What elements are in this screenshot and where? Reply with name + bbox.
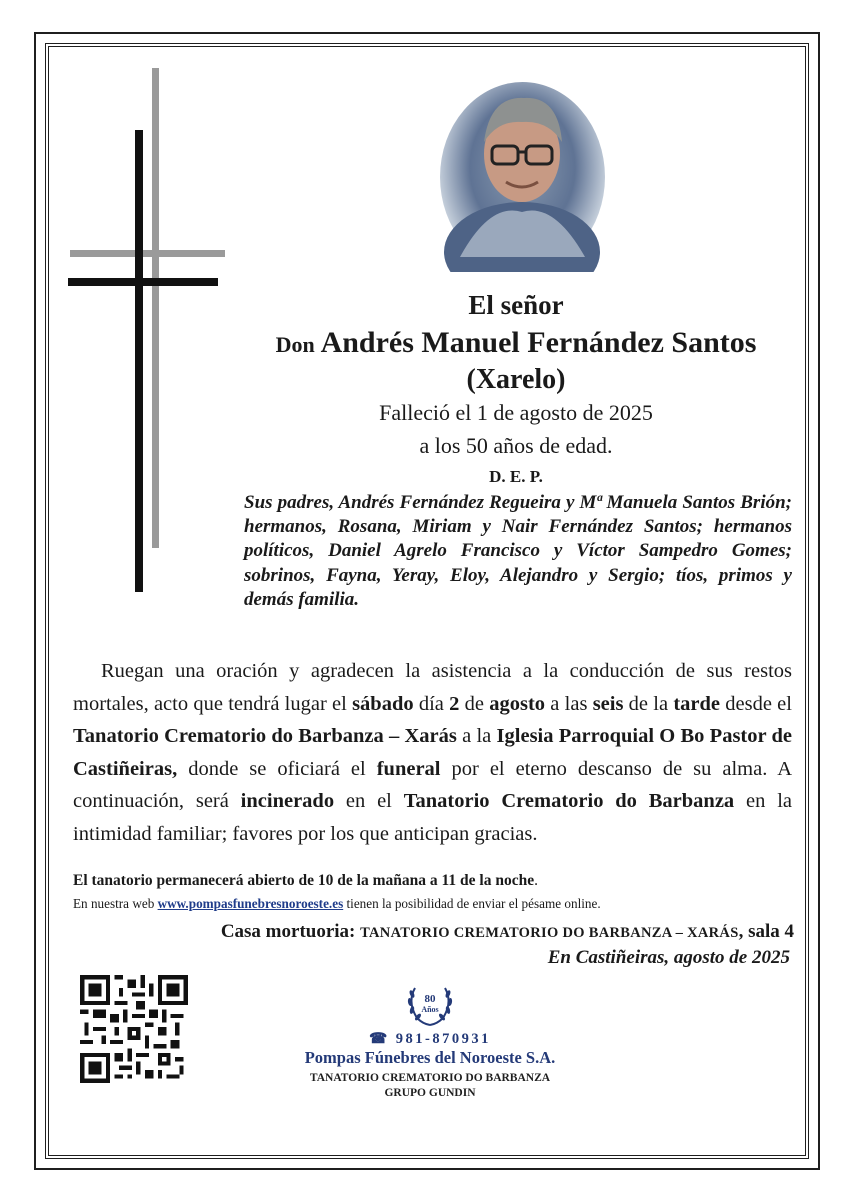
deceased-name bbox=[240, 326, 792, 360]
company-name: Pompas Fúnebres del Noroeste S.A. bbox=[304, 1048, 556, 1067]
alias: (Xarelo) bbox=[466, 364, 566, 395]
web-notice bbox=[73, 896, 792, 912]
text-segment: desde el bbox=[720, 692, 792, 715]
phone-line bbox=[260, 1031, 600, 1048]
opening-hours-text: El tanatorio permanecerá abierto de 10 de la mañana a 11 de la noche bbox=[73, 872, 535, 889]
place-date: En Castiñeiras, agosto de 2025 bbox=[547, 947, 790, 968]
company-group: GRUPO GUNDIN bbox=[384, 1087, 476, 1099]
day-of-week: sábado bbox=[352, 692, 414, 715]
name-prefix: Don bbox=[275, 332, 315, 357]
day-number: 2 bbox=[449, 692, 460, 715]
rip: D. E. P. bbox=[489, 467, 543, 486]
ceremony-paragraph bbox=[73, 655, 792, 850]
crematorium: Tanatorio Crematorio do Barbanza bbox=[403, 790, 735, 812]
web-notice-before: En nuestra web bbox=[73, 896, 158, 911]
phone-icon: ☎ bbox=[369, 1031, 390, 1047]
laurel-badge-icon bbox=[403, 980, 457, 1028]
opening-hours-period: . bbox=[534, 872, 538, 889]
title: El señor bbox=[468, 290, 564, 320]
hour: seis bbox=[592, 692, 624, 715]
funeral-home-room: , sala 4 bbox=[738, 921, 794, 942]
text-segment: a las bbox=[545, 692, 593, 715]
departure-venue: Tanatorio Crematorio do Barbanza – Xarás bbox=[73, 725, 457, 747]
text-segment: día bbox=[413, 692, 450, 715]
portrait-illustration bbox=[440, 82, 605, 272]
qr-code-icon bbox=[80, 975, 188, 1083]
month: agosto bbox=[489, 692, 546, 715]
date-of-death: Falleció el 1 de agosto de 2025 bbox=[379, 400, 653, 425]
text-segment: a la bbox=[456, 725, 497, 747]
text-segment: en la intimidad familiar; favores por los que anticipan gracias. bbox=[73, 790, 792, 845]
opening-hours bbox=[73, 872, 792, 890]
deceased-portrait bbox=[440, 82, 605, 272]
full-name: Andrés Manuel Fernández Santos bbox=[320, 326, 757, 359]
text-segment: Ruegan una oración y agradecen la asistencia a la conducción de sus restos mortales, acto que tendrá lugar el bbox=[73, 660, 792, 715]
text-segment: donde se oficiará el bbox=[177, 757, 377, 780]
incinerated-word: incinerado bbox=[240, 790, 335, 812]
badge-number: 80 bbox=[424, 993, 436, 1005]
funeral-home-venue: TANATORIO CREMATORIO DO BARBANZA – XARÁS bbox=[360, 925, 739, 941]
text-segment: de bbox=[459, 692, 490, 715]
text-segment: en el bbox=[334, 790, 404, 812]
web-notice-after: tienen la posibilidad de enviar el pésame online. bbox=[343, 896, 601, 911]
text-segment: por el eterno descanso de su alma. A continuación, será bbox=[73, 757, 793, 812]
badge-text: Años bbox=[421, 1005, 439, 1014]
funeral-home bbox=[221, 921, 794, 943]
cross-icon bbox=[66, 68, 231, 598]
age: a los 50 años de edad. bbox=[419, 433, 613, 458]
company-tanatorio: TANATORIO CREMATORIO DO BARBANZA bbox=[309, 1072, 551, 1084]
church: Iglesia Parroquial O Bo Pastor de Castiñeiras, bbox=[73, 725, 792, 780]
text-segment: de la bbox=[623, 692, 674, 715]
funeral-word: funeral bbox=[376, 757, 441, 780]
time-of-day: tarde bbox=[673, 692, 721, 715]
family-list: Sus padres, Andrés Fernández Regueira y Mª Manuela Santos Brión; hermanos, Rosana, Miriam y Nair Fernández Santos; hermanos políticos, Daniel Agrelo Francisco y Víctor Sampedro Gomes; sobrinos, Fayna, Yeray, Eloy, Alejandro y Sergio; tíos, primos y demás familia. bbox=[244, 492, 792, 610]
phone-number: 981-870931 bbox=[395, 1031, 491, 1047]
funeral-home-label: Casa mortuoria: bbox=[220, 921, 361, 942]
website-link[interactable]: www.pompasfunebresnoroeste.es bbox=[157, 896, 344, 911]
